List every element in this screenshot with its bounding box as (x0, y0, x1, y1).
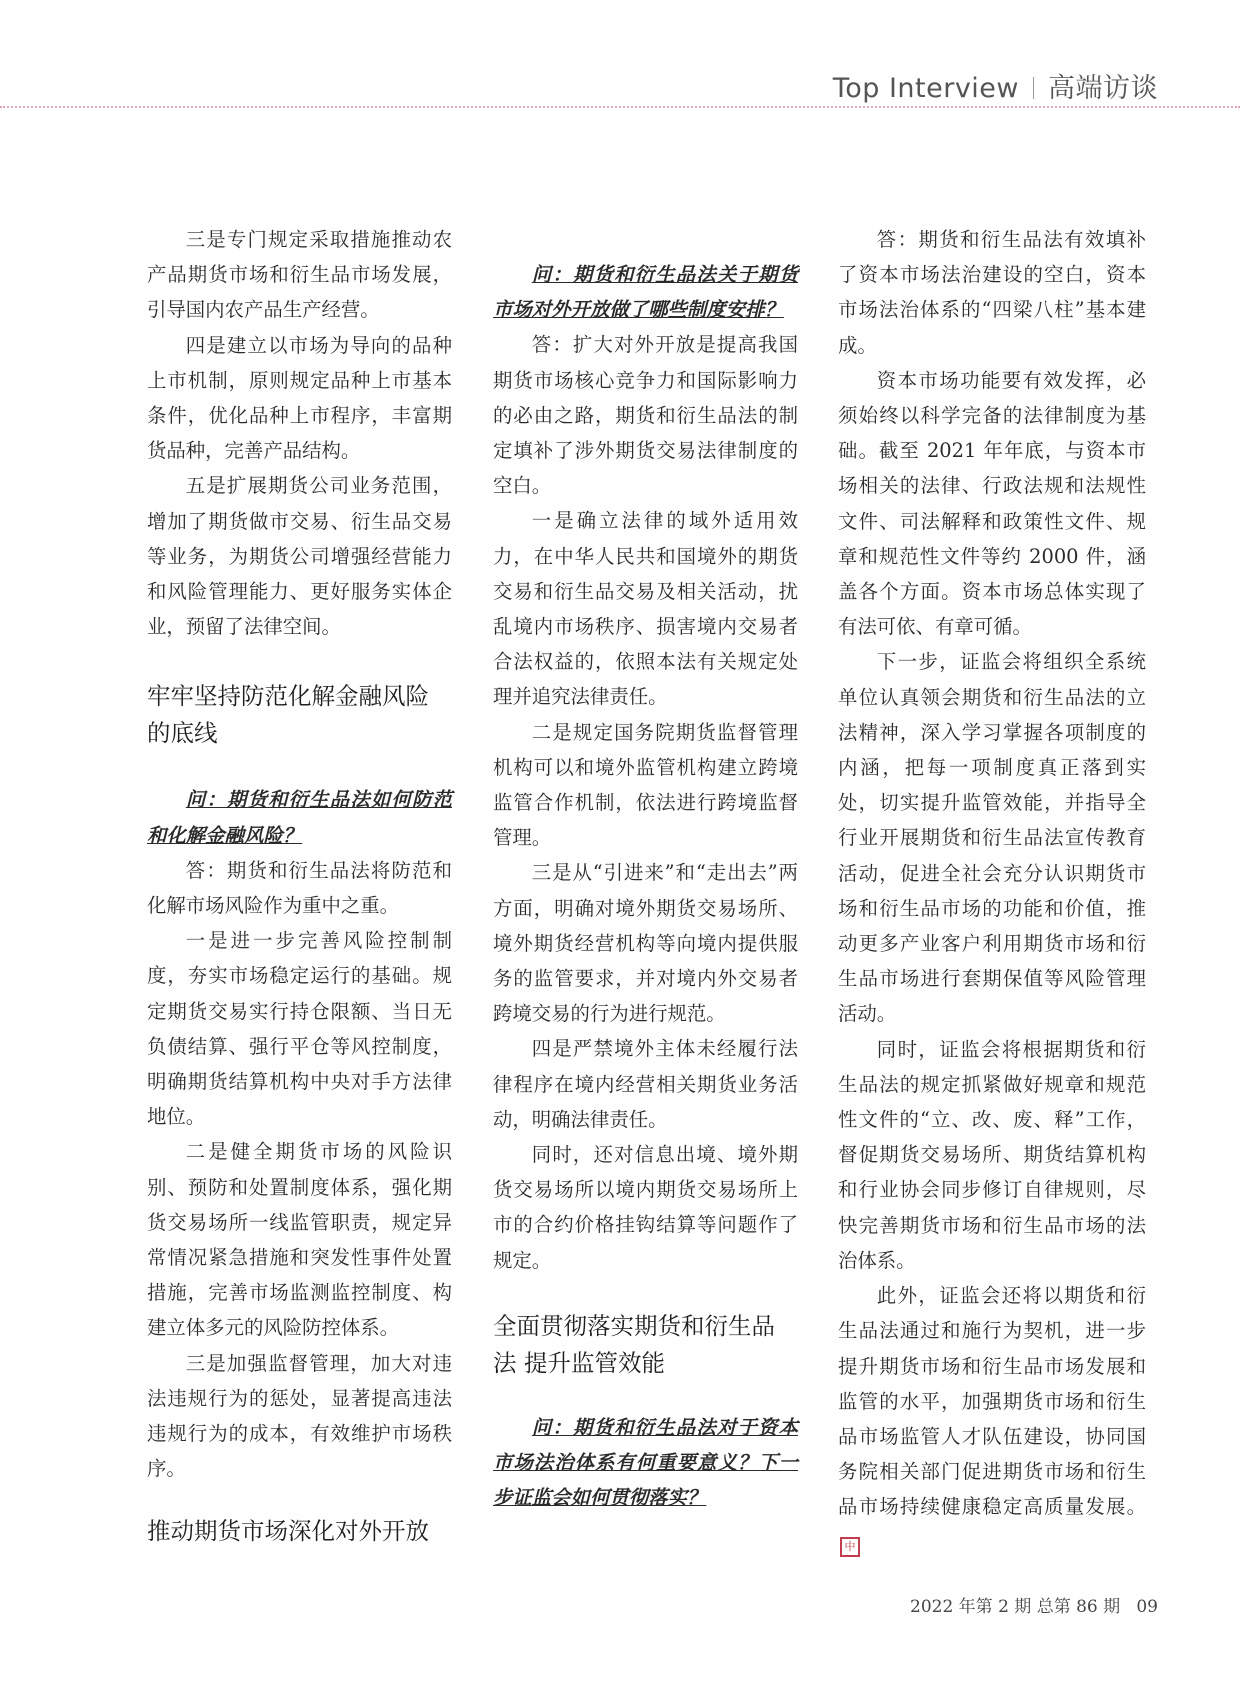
paragraph: 三是从“引进来”和“走出去”两方面，明确对境外期货交易场所、境外期货经营机构等向境内提供服务的监管要求，并对境内外交易者跨境交易的行为进行规范。 (493, 861, 798, 1026)
paragraph: 一是进一步完善风险控制制度，夯实市场稳定运行的基础。规定期货交易实行持仓限额、当日无负债结算、强行平仓等风控制度，明确期货结算机构中央对手方法律地位。 (147, 929, 452, 1129)
paragraph: 资本市场功能要有效发挥，必须始终以科学完备的法律制度为基础。截至 2021 年年底，与资本市场相关的法律、行政法规和法规性文件、司法解释和政策性文件、规章和规范性文件等约 2000 件，涵盖各个方面。资本市场总体实现了有法可依、有章可循。 (838, 368, 1146, 639)
paragraph: 三是加强监督管理，加大对违法违规行为的惩处，显著提高违法违规行为的成本，有效维护市场秩序。 (147, 1351, 452, 1481)
interview-question: 问：期货和衍生品法如何防范和化解金融风险？ (147, 788, 452, 847)
page-number: 09 (1136, 1597, 1158, 1617)
article-column-3 (838, 222, 1146, 1560)
interview-question: 问：期货和衍生品法对于资本市场法治体系有何重要意义？下一步证监会如何贯彻落实？ (493, 1415, 798, 1510)
header-dotted-rule (0, 106, 1240, 108)
paragraph: 答：期货和衍生品法将防范和化解市场风险作为重中之重。 (147, 858, 452, 918)
paragraph: 四是建立以市场为导向的品种上市机制，原则规定品种上市基本条件，优化品种上市程序，丰富期货品种，完善产品结构。 (147, 333, 452, 463)
article-column-2 (493, 222, 798, 1516)
header-divider (1033, 77, 1034, 99)
paragraph: 同时，证监会将根据期货和衍生品法的规定抓紧做好规章和规范性文件的“立、改、废、释”工作，督促期货交易场所、期货结算机构和行业协会同步修订自律规则，尽快完善期货市场和衍生品市场的法治体系。 (838, 1037, 1146, 1272)
header-title-english: Top Interview (832, 73, 1019, 104)
paragraph: 二是健全期货市场的风险识别、预防和处置制度体系，强化期货交易场所一线监管职责，规定异常情况紧急措施和突发性事件处置措施，完善市场监测监控制度、构建立体多元的风险防控体系。 (147, 1140, 452, 1340)
section-header (833, 66, 1158, 105)
section-heading: 牢牢坚持防范化解金融风险的底线 (147, 682, 429, 748)
paragraph: 五是扩展期货公司业务范围，增加了期货做市交易、衍生品交易等业务，为期货公司增强经营能力和风险管理能力、更好服务实体企业，预留了法律空间。 (147, 474, 452, 639)
paragraph: 四是严禁境外主体未经履行法律程序在境内经营相关期货业务活动，明确法律责任。 (493, 1037, 798, 1131)
paragraph: 二是规定国务院期货监督管理机构可以和境外监管机构建立跨境监管合作机制，依法进行跨境监督管理。 (493, 720, 798, 850)
paragraph: 答：扩大对外开放是提高我国期货市场核心竞争力和国际影响力的必由之路，期货和衍生品法的制定填补了涉外期货交易法律制度的空白。 (493, 333, 798, 498)
article-column-1 (147, 222, 452, 1550)
interview-question: 问：期货和衍生品法关于期货市场对外开放做了哪些制度安排？ (493, 263, 798, 322)
paragraph-text: 此外，证监会还将以期货和衍生品法通过和施行为契机，进一步提升期货市场和衍生品市场发展和监管的水平，加强期货市场和衍生品市场监管人才队伍建设，协同国务院相关部门促进期货市场和衍生品市场持续健康稳定高质量发展。 (838, 1284, 1146, 1519)
page-footer (910, 1592, 1158, 1617)
paragraph: 三是专门规定采取措施推动农产品期货市场和衍生品市场发展，引导国内农产品生产经营。 (147, 228, 452, 322)
article-end-mark-icon: 中 (840, 1537, 860, 1557)
paragraph-last (838, 1278, 1146, 1560)
issue-info: 2022 年第 2 期 总第 86 期 (910, 1597, 1121, 1617)
paragraph: 下一步，证监会将组织全系统单位认真领会期货和衍生品法的立法精神，深入学习掌握各项制度的内涵，把每一项制度真正落到实处，切实提升监管效能，并指导全行业开展期货和衍生品法宣传教育活动，促进全社会充分认识期货市场和衍生品市场的功能和价值，推动更多产业客户利用期货市场和衍生品市场进行套期保值等风险管理活动。 (838, 650, 1146, 1026)
section-heading: 推动期货市场深化对外开放 (147, 1516, 429, 1545)
paragraph: 答：期货和衍生品法有效填补了资本市场法治建设的空白，资本市场法治体系的“四梁八柱”基本建成。 (838, 228, 1146, 357)
section-heading: 全面贯彻落实期货和衍生品法 提升监管效能 (493, 1311, 775, 1377)
paragraph: 一是确立法律的域外适用效力，在中华人民共和国境外的期货交易和衍生品交易及相关活动，扰乱境内市场秩序、损害境内交易者合法权益的，依照本法有关规定处理并追究法律责任。 (493, 509, 798, 709)
paragraph: 同时，还对信息出境、境外期货交易场所以境内期货交易场所上市的合约价格挂钩结算等问题作了规定。 (493, 1143, 798, 1272)
header-title-chinese: 高端访谈 (1048, 73, 1158, 104)
